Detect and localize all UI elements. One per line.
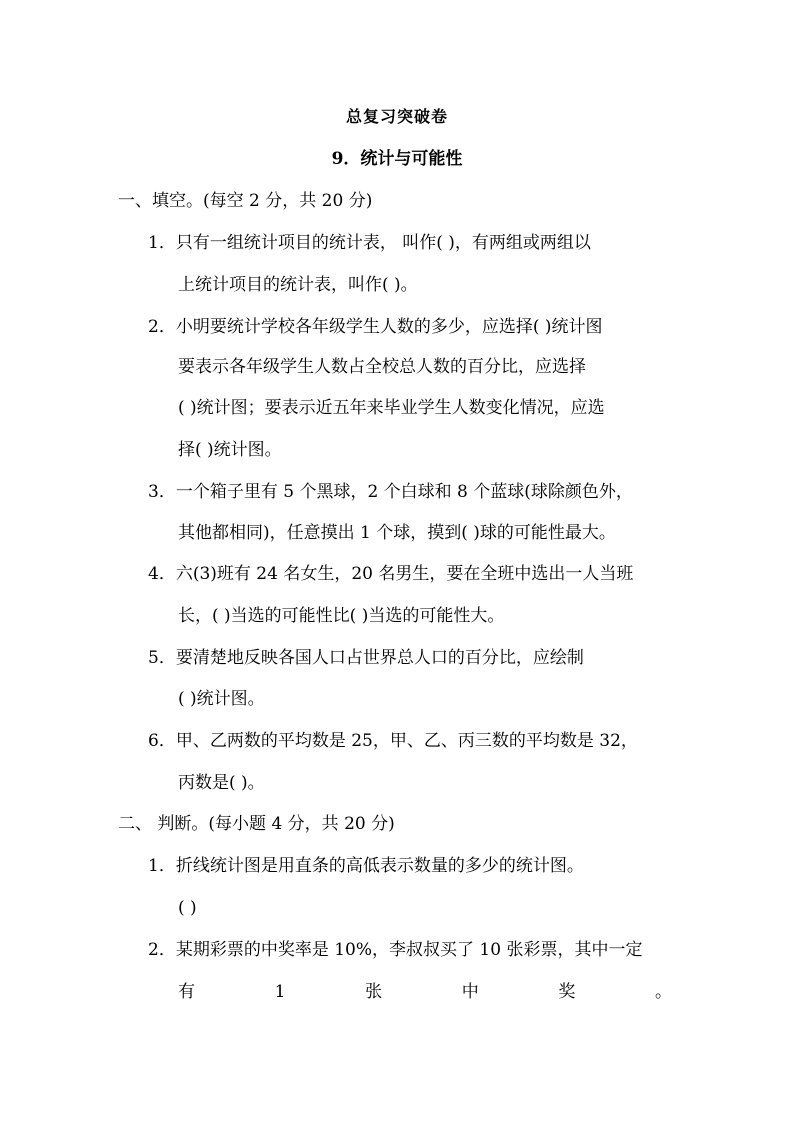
section1-title: 一、填空。(每空 2 分，共 20 分) [118,191,373,211]
fill-question-1-line-1: 1．只有一组统计项目的统计表， 叫作( )，有两组或两组以 [148,233,591,253]
fill-question-2-line-2: 要表示各年级学生人数占全校总人数的百分比，应选择 [178,357,586,377]
fill-question-1-line-2: 上统计项目的统计表，叫作( )。 [178,275,418,295]
fill-question-4-line-1: 4．六(3)班有 24 名女生，20 名男生，要在全班中选出一人当班 [148,564,634,584]
judge-question-1-line-1: 1．折线统计图是用直条的高低表示数量的多少的统计图。 [148,856,584,876]
fill-question-3-line-2: 其他都相同)，任意摸出 1 个球，摸到( )球的可能性最大。 [178,523,616,543]
spread-word: 奖 [558,982,576,1002]
sub-title: 9．统计与可能性 [331,149,463,169]
fill-question-2-line-4: 择( )统计图。 [178,440,282,460]
fill-question-2-line-3: ( )统计图；要表示近五年来毕业学生人数变化情况，应选 [178,398,605,418]
spread-word: 。 [654,982,672,1002]
fill-question-5-line-2: ( )统计图。 [178,689,265,709]
fill-question-2-line-1: 2．小明要统计学校各年级学生人数的多少，应选择( )统计图 [148,317,603,337]
section2-title: 二、 判断。(每小题 4 分，共 20 分) [118,814,395,834]
fill-question-4-line-2: 长，( )当选的可能性比( )当选的可能性大。 [178,606,505,626]
fill-question-3-line-1: 3．一个箱子里有 5 个黑球，2 个白球和 8 个蓝球(球除颜色外， [148,482,633,502]
fill-question-6-line-1: 6．甲、乙两数的平均数是 25，甲、乙、丙三数的平均数是 32， [148,731,638,751]
judge-question-2-line-1: 2．某期彩票的中奖率是 10%，李叔叔买了 10 张彩票，其中一定 [148,940,643,960]
fill-question-6-line-2: 丙数是( )。 [178,773,265,793]
spread-word: 张 [365,982,383,1002]
judge-question-2-line-2 [178,980,672,1004]
spread-word: 有 [178,982,195,1002]
judge-question-1-line-2: ( ) [178,898,197,918]
main-title: 总复习突破卷 [345,107,448,126]
spread-word: 1 [274,982,286,1002]
spread-word: 中 [461,982,479,1002]
fill-question-5-line-1: 5．要清楚地反映各国人口占世界总人口的百分比，应绘制 [148,648,584,668]
